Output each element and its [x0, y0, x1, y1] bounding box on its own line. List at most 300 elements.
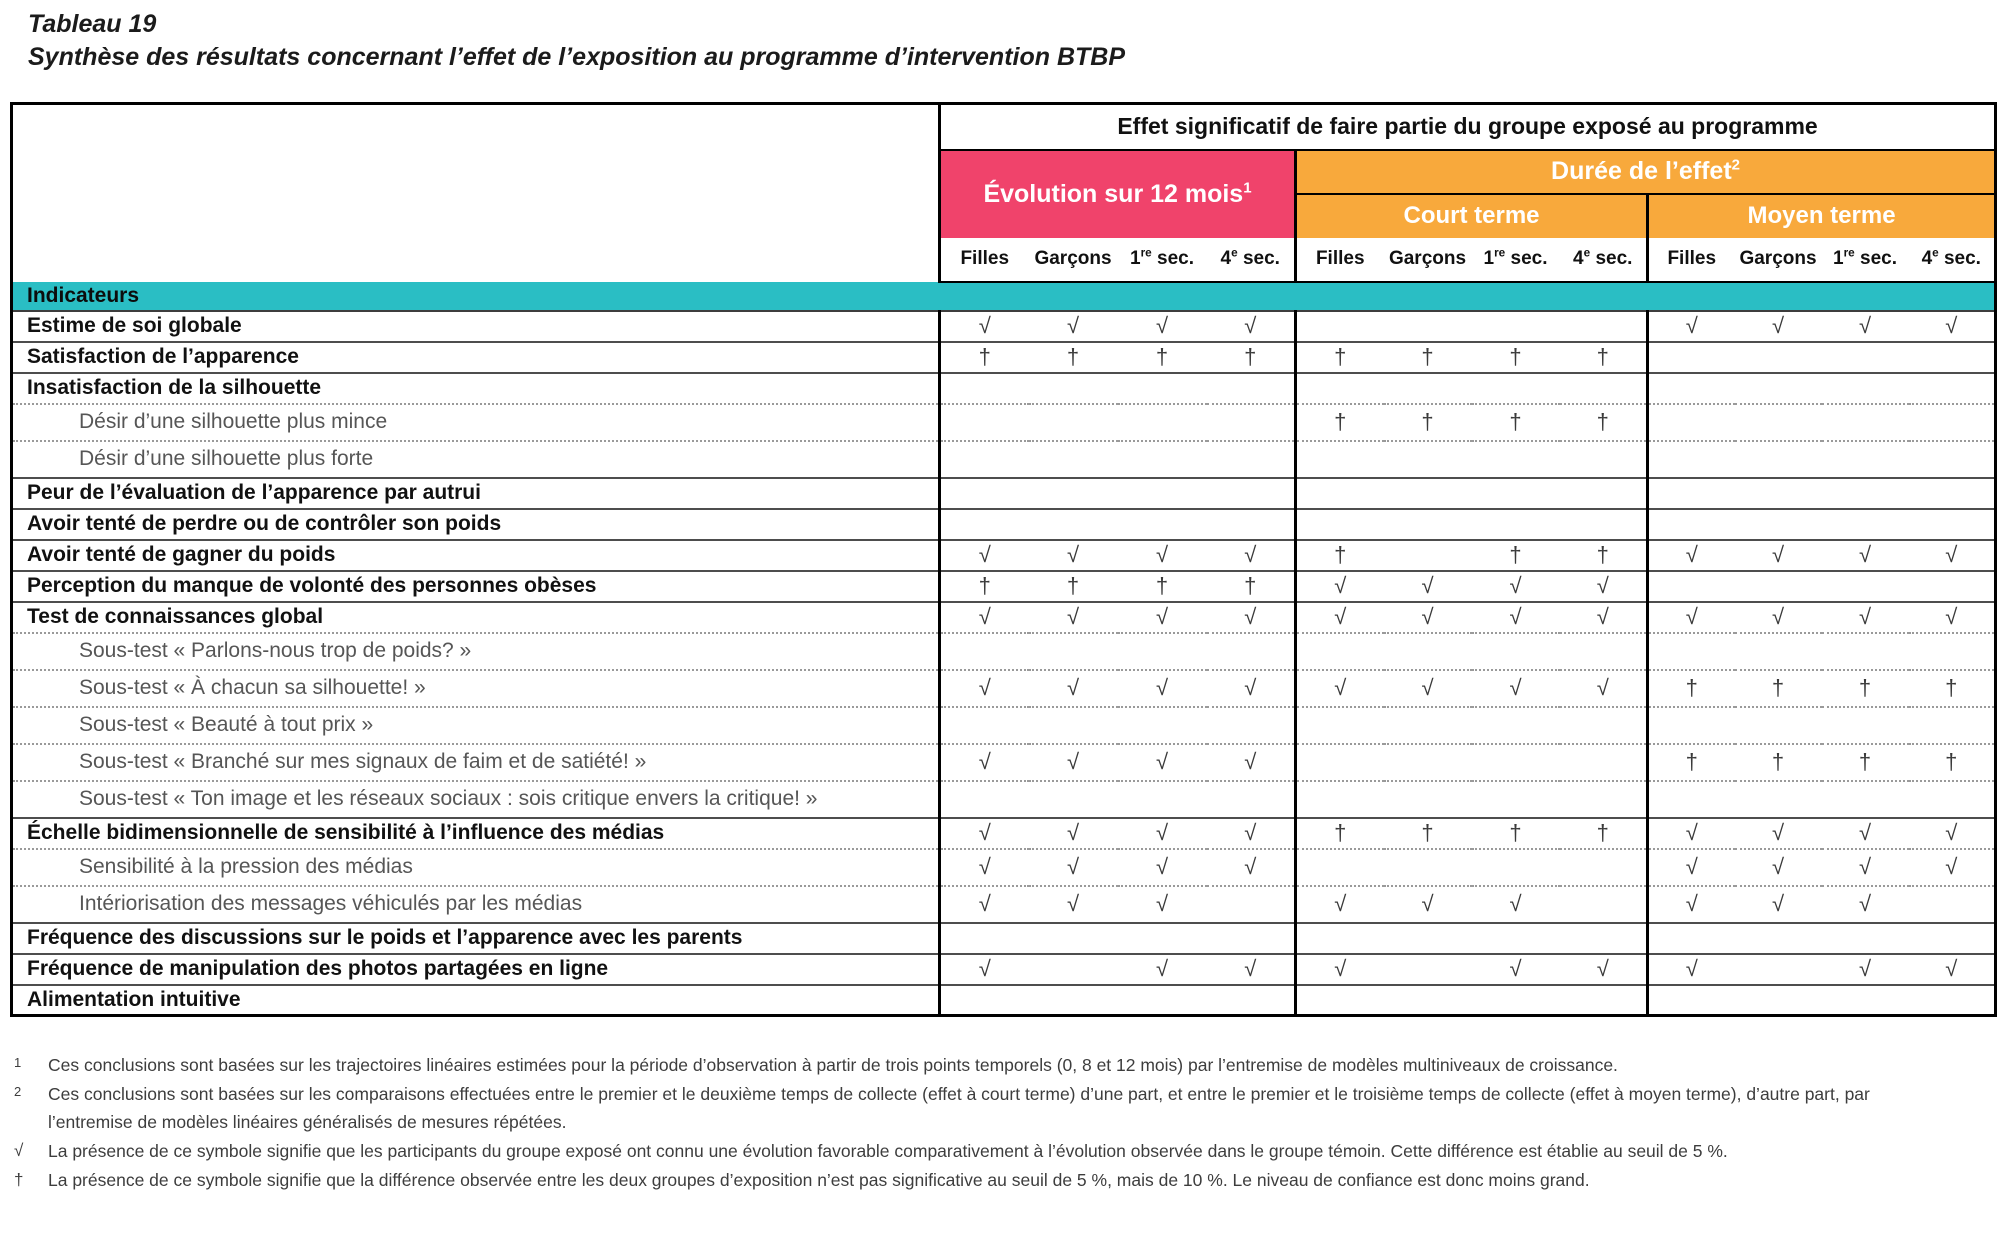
- row-label: Désir d’une silhouette plus forte: [12, 441, 940, 478]
- check-mark-cell: √: [1909, 849, 1996, 886]
- empty-cell: [1822, 985, 1909, 1016]
- empty-cell: [1909, 404, 1996, 441]
- check-mark-cell: √: [1735, 818, 1822, 849]
- row-label: Intériorisation des messages véhiculés par les médias: [12, 886, 940, 923]
- dagger-mark-cell: †: [1560, 404, 1648, 441]
- empty-cell: [1029, 441, 1118, 478]
- empty-cell: [1648, 404, 1735, 441]
- check-mark-cell: √: [1822, 818, 1909, 849]
- dagger-mark-cell: †: [1472, 342, 1560, 373]
- check-mark-cell: √: [1029, 886, 1118, 923]
- empty-cell: [1384, 441, 1472, 478]
- dagger-mark-cell: †: [1735, 670, 1822, 707]
- empty-cell: [940, 404, 1029, 441]
- indicateurs-section-header: Indicateurs: [12, 282, 1996, 311]
- check-mark-cell: √: [1472, 602, 1560, 633]
- row-label: Peur de l’évaluation de l’apparence par autrui: [12, 478, 940, 509]
- dagger-mark-cell: †: [1560, 342, 1648, 373]
- col-header-court-terme-4: 4e sec.: [1560, 238, 1648, 282]
- empty-cell: [1560, 886, 1648, 923]
- empty-cell: [1648, 571, 1735, 602]
- duree-band-label: Durée de l’effet: [1551, 157, 1732, 185]
- row-label: Échelle bidimensionnelle de sensibilité à l’influence des médias: [12, 818, 940, 849]
- row-label: Insatisfaction de la silhouette: [12, 373, 940, 404]
- empty-cell: [1648, 633, 1735, 670]
- check-mark-cell: √: [940, 744, 1029, 781]
- check-mark-cell: √: [1207, 818, 1296, 849]
- row-label: Sous-test « Beauté à tout prix »: [12, 707, 940, 744]
- empty-cell: [1648, 985, 1735, 1016]
- empty-cell: [1472, 923, 1560, 954]
- check-mark-cell: √: [1207, 670, 1296, 707]
- empty-cell: [1648, 923, 1735, 954]
- empty-cell: [1909, 342, 1996, 373]
- table-row: [12, 441, 1996, 478]
- check-mark-cell: √: [1384, 886, 1472, 923]
- row-label: Test de connaissances global: [12, 602, 940, 633]
- check-mark-cell: √: [1648, 311, 1735, 342]
- dagger-mark-cell: †: [1909, 744, 1996, 781]
- check-mark-cell: √: [1296, 670, 1384, 707]
- footnote-marker: 2: [14, 1084, 22, 1099]
- table-row: [12, 633, 1996, 670]
- check-mark-cell: √: [1735, 311, 1822, 342]
- empty-cell: [1384, 478, 1472, 509]
- col-header-court-terme-garons: Garçons: [1384, 238, 1472, 282]
- corner-empty-cell: [12, 104, 940, 282]
- empty-cell: [1909, 633, 1996, 670]
- check-mark-cell: √: [940, 818, 1029, 849]
- empty-cell: [1296, 744, 1384, 781]
- footnote-text: Ces conclusions sont basées sur les trajectoires linéaires estimées pour la période d’observation à partir de trois points temporels (0, 8 et 12 mois) par l’entremise de modèles multiniveaux de croissance.: [48, 1055, 1618, 1075]
- empty-cell: [1296, 478, 1384, 509]
- check-mark-cell: √: [1735, 886, 1822, 923]
- empty-cell: [1296, 373, 1384, 404]
- check-mark-cell: √: [1909, 540, 1996, 571]
- empty-cell: [1822, 707, 1909, 744]
- empty-cell: [1560, 923, 1648, 954]
- check-mark-cell: √: [940, 954, 1029, 985]
- empty-cell: [1735, 571, 1822, 602]
- empty-cell: [1735, 985, 1822, 1016]
- empty-cell: [1472, 478, 1560, 509]
- dagger-mark-cell: †: [1384, 404, 1472, 441]
- check-mark-cell: √: [1029, 311, 1118, 342]
- dagger-mark-cell: †: [1296, 818, 1384, 849]
- col-header-court-terme-filles: Filles: [1296, 238, 1384, 282]
- empty-cell: [1735, 923, 1822, 954]
- empty-cell: [1648, 373, 1735, 404]
- check-mark-cell: √: [1029, 849, 1118, 886]
- column-group-header: Effet significatif de faire partie du groupe exposé au programme: [940, 104, 1996, 150]
- row-label: Sous-test « Parlons-nous trop de poids? »: [12, 633, 940, 670]
- empty-cell: [1118, 509, 1207, 540]
- row-label: Estime de soi globale: [12, 311, 940, 342]
- check-mark-cell: √: [1207, 540, 1296, 571]
- table-row: [12, 602, 1996, 633]
- check-mark-cell: √: [1384, 571, 1472, 602]
- empty-cell: [1207, 509, 1296, 540]
- empty-cell: [1384, 954, 1472, 985]
- empty-cell: [940, 985, 1029, 1016]
- dagger-mark-cell: †: [1296, 342, 1384, 373]
- footnote: [14, 1051, 1894, 1079]
- empty-cell: [940, 707, 1029, 744]
- empty-cell: [940, 509, 1029, 540]
- col-header-evolution-12-mois-4: 4e sec.: [1207, 238, 1296, 282]
- dagger-mark-cell: †: [1118, 571, 1207, 602]
- col-header-moyen-terme-filles: Filles: [1648, 238, 1735, 282]
- dagger-mark-cell: †: [940, 571, 1029, 602]
- check-mark-cell: √: [1118, 849, 1207, 886]
- dagger-mark-cell: †: [1822, 744, 1909, 781]
- table-number: Tableau 19: [28, 10, 157, 38]
- row-label: Satisfaction de l’apparence: [12, 342, 940, 373]
- check-mark-cell: √: [1648, 954, 1735, 985]
- empty-cell: [1118, 633, 1207, 670]
- check-mark-cell: √: [1909, 954, 1996, 985]
- results-table: [10, 102, 1997, 1017]
- empty-cell: [1384, 744, 1472, 781]
- empty-cell: [1296, 707, 1384, 744]
- footnote-text: La présence de ce symbole signifie que les participants du groupe exposé ont connu une évolution favorable comparativement à l’évolution observée dans le groupe témoin. Cette différence est établie au seuil de 5 %.: [48, 1141, 1728, 1161]
- empty-cell: [1648, 781, 1735, 818]
- empty-cell: [1909, 478, 1996, 509]
- empty-cell: [1384, 707, 1472, 744]
- check-mark-cell: √: [1472, 571, 1560, 602]
- check-mark-cell: √: [1648, 849, 1735, 886]
- empty-cell: [1909, 441, 1996, 478]
- check-mark-cell: √: [1560, 954, 1648, 985]
- empty-cell: [1822, 441, 1909, 478]
- empty-cell: [1029, 985, 1118, 1016]
- evolution-band-label: Évolution sur 12 mois: [983, 179, 1244, 208]
- check-mark-cell: √: [1029, 602, 1118, 633]
- empty-cell: [1207, 923, 1296, 954]
- check-mark-cell: √: [940, 670, 1029, 707]
- empty-cell: [1648, 509, 1735, 540]
- check-mark-cell: √: [1735, 849, 1822, 886]
- check-mark-cell: √: [940, 602, 1029, 633]
- empty-cell: [1029, 781, 1118, 818]
- check-mark-cell: √: [1822, 849, 1909, 886]
- check-mark-cell: √: [940, 849, 1029, 886]
- col-header-court-terme-1: 1re sec.: [1472, 238, 1560, 282]
- empty-cell: [1207, 781, 1296, 818]
- footnote-text: La présence de ce symbole signifie que la différence observée entre les deux groupes d’exposition n’est pas significative au seuil de 5 %, mais de 10 %. Le niveau de confiance est donc moins grand.: [48, 1170, 1590, 1190]
- footnote-marker: √: [14, 1141, 24, 1160]
- empty-cell: [1207, 985, 1296, 1016]
- empty-cell: [1296, 849, 1384, 886]
- empty-cell: [1822, 342, 1909, 373]
- table-row: [12, 509, 1996, 540]
- empty-cell: [1735, 509, 1822, 540]
- empty-cell: [1822, 923, 1909, 954]
- check-mark-cell: √: [1118, 818, 1207, 849]
- indicator-rows: [12, 311, 1996, 1016]
- check-mark-cell: √: [1648, 886, 1735, 923]
- row-label: Fréquence de manipulation des photos partagées en ligne: [12, 954, 940, 985]
- check-mark-cell: √: [1384, 602, 1472, 633]
- check-mark-cell: √: [940, 311, 1029, 342]
- empty-cell: [1029, 954, 1118, 985]
- empty-cell: [1472, 707, 1560, 744]
- check-mark-cell: √: [1735, 540, 1822, 571]
- footnote-ref-1: 1: [1243, 179, 1252, 197]
- empty-cell: [1472, 781, 1560, 818]
- dagger-mark-cell: †: [1029, 342, 1118, 373]
- check-mark-cell: √: [1296, 571, 1384, 602]
- dagger-mark-cell: †: [1384, 342, 1472, 373]
- check-mark-cell: √: [1118, 886, 1207, 923]
- dagger-mark-cell: †: [1648, 670, 1735, 707]
- empty-cell: [1472, 441, 1560, 478]
- dagger-mark-cell: †: [940, 342, 1029, 373]
- check-mark-cell: √: [1822, 886, 1909, 923]
- footnote-marker: †: [14, 1170, 24, 1189]
- dagger-mark-cell: †: [1296, 540, 1384, 571]
- empty-cell: [1472, 373, 1560, 404]
- empty-cell: [1472, 633, 1560, 670]
- dagger-mark-cell: †: [1735, 744, 1822, 781]
- check-mark-cell: √: [1735, 602, 1822, 633]
- check-mark-cell: √: [940, 886, 1029, 923]
- empty-cell: [1735, 954, 1822, 985]
- empty-cell: [1909, 781, 1996, 818]
- table-row: [12, 849, 1996, 886]
- row-label: Sensibilité à la pression des médias: [12, 849, 940, 886]
- check-mark-cell: √: [1822, 311, 1909, 342]
- check-mark-cell: √: [1296, 954, 1384, 985]
- empty-cell: [1029, 509, 1118, 540]
- row-label: Avoir tenté de perdre ou de contrôler son poids: [12, 509, 940, 540]
- check-mark-cell: √: [1118, 670, 1207, 707]
- col-header-moyen-terme-garons: Garçons: [1735, 238, 1822, 282]
- check-mark-cell: √: [1296, 886, 1384, 923]
- empty-cell: [1735, 441, 1822, 478]
- empty-cell: [1472, 744, 1560, 781]
- check-mark-cell: √: [1118, 954, 1207, 985]
- empty-cell: [1118, 781, 1207, 818]
- check-mark-cell: √: [1029, 744, 1118, 781]
- check-mark-cell: √: [1296, 602, 1384, 633]
- dagger-mark-cell: †: [1029, 571, 1118, 602]
- table-row: [12, 707, 1996, 744]
- dagger-mark-cell: †: [1118, 342, 1207, 373]
- check-mark-cell: √: [1472, 886, 1560, 923]
- empty-cell: [1029, 478, 1118, 509]
- footnote: [14, 1137, 1894, 1165]
- empty-cell: [1909, 373, 1996, 404]
- empty-cell: [1822, 404, 1909, 441]
- check-mark-cell: √: [1472, 670, 1560, 707]
- empty-cell: [1296, 633, 1384, 670]
- empty-cell: [1909, 923, 1996, 954]
- row-label: Alimentation intuitive: [12, 985, 940, 1016]
- empty-cell: [1648, 441, 1735, 478]
- check-mark-cell: √: [1909, 602, 1996, 633]
- empty-cell: [1384, 923, 1472, 954]
- check-mark-cell: √: [1822, 602, 1909, 633]
- empty-cell: [1560, 985, 1648, 1016]
- check-mark-cell: √: [1207, 744, 1296, 781]
- empty-cell: [1118, 404, 1207, 441]
- table-row: [12, 954, 1996, 985]
- dagger-mark-cell: †: [1207, 571, 1296, 602]
- empty-cell: [1560, 478, 1648, 509]
- dagger-mark-cell: †: [1822, 670, 1909, 707]
- empty-cell: [1909, 886, 1996, 923]
- table-row: [12, 373, 1996, 404]
- empty-cell: [1384, 509, 1472, 540]
- table-row: [12, 985, 1996, 1016]
- col-header-evolution-12-mois-1: 1re sec.: [1118, 238, 1207, 282]
- empty-cell: [1296, 781, 1384, 818]
- empty-cell: [1648, 707, 1735, 744]
- empty-cell: [1384, 985, 1472, 1016]
- empty-cell: [1560, 311, 1648, 342]
- check-mark-cell: √: [1909, 311, 1996, 342]
- check-mark-cell: √: [1822, 540, 1909, 571]
- empty-cell: [1472, 311, 1560, 342]
- empty-cell: [1822, 633, 1909, 670]
- empty-cell: [1207, 478, 1296, 509]
- empty-cell: [940, 781, 1029, 818]
- check-mark-cell: √: [1029, 540, 1118, 571]
- check-mark-cell: √: [1207, 602, 1296, 633]
- empty-cell: [1735, 781, 1822, 818]
- check-mark-cell: √: [1648, 602, 1735, 633]
- empty-cell: [1648, 342, 1735, 373]
- empty-cell: [1296, 985, 1384, 1016]
- empty-cell: [1296, 509, 1384, 540]
- check-mark-cell: √: [1648, 818, 1735, 849]
- table-row: [12, 744, 1996, 781]
- empty-cell: [1822, 509, 1909, 540]
- empty-cell: [1296, 311, 1384, 342]
- empty-cell: [1822, 571, 1909, 602]
- check-mark-cell: √: [1207, 954, 1296, 985]
- check-mark-cell: √: [1207, 311, 1296, 342]
- empty-cell: [1118, 478, 1207, 509]
- empty-cell: [1560, 707, 1648, 744]
- empty-cell: [1296, 923, 1384, 954]
- check-mark-cell: √: [1909, 818, 1996, 849]
- col-header-moyen-terme-4: 4e sec.: [1909, 238, 1996, 282]
- duree-band-header: [1296, 150, 1996, 194]
- empty-cell: [1472, 509, 1560, 540]
- col-header-moyen-terme-1: 1re sec.: [1822, 238, 1909, 282]
- empty-cell: [1384, 781, 1472, 818]
- footnote: [14, 1166, 1894, 1194]
- empty-cell: [1909, 571, 1996, 602]
- dagger-mark-cell: †: [1472, 818, 1560, 849]
- empty-cell: [1735, 707, 1822, 744]
- empty-cell: [1118, 707, 1207, 744]
- table-row: [12, 478, 1996, 509]
- empty-cell: [1560, 633, 1648, 670]
- check-mark-cell: √: [1560, 602, 1648, 633]
- table-caption: Synthèse des résultats concernant l’effet de l’exposition au programme d’intervention BTBP: [28, 43, 1126, 71]
- table-row: [12, 311, 1996, 342]
- empty-cell: [1909, 509, 1996, 540]
- empty-cell: [1735, 373, 1822, 404]
- check-mark-cell: √: [1560, 670, 1648, 707]
- row-label: Sous-test « À chacun sa silhouette! »: [12, 670, 940, 707]
- dagger-mark-cell: †: [1909, 670, 1996, 707]
- empty-cell: [1029, 373, 1118, 404]
- empty-cell: [940, 373, 1029, 404]
- col-header-evolution-12-mois-garons: Garçons: [1029, 238, 1118, 282]
- footnote: [14, 1080, 1894, 1136]
- empty-cell: [1822, 373, 1909, 404]
- empty-cell: [1472, 985, 1560, 1016]
- row-label: Avoir tenté de gagner du poids: [12, 540, 940, 571]
- empty-cell: [1822, 478, 1909, 509]
- table-row: [12, 571, 1996, 602]
- table-row: [12, 923, 1996, 954]
- empty-cell: [1384, 633, 1472, 670]
- dagger-mark-cell: †: [1560, 540, 1648, 571]
- check-mark-cell: √: [1118, 744, 1207, 781]
- empty-cell: [1735, 404, 1822, 441]
- empty-cell: [1384, 540, 1472, 571]
- empty-cell: [1207, 707, 1296, 744]
- row-label: Désir d’une silhouette plus mince: [12, 404, 940, 441]
- check-mark-cell: √: [1822, 954, 1909, 985]
- check-mark-cell: √: [1648, 540, 1735, 571]
- empty-cell: [1560, 744, 1648, 781]
- row-label: Sous-test « Ton image et les réseaux sociaux : sois critique envers la critique! »: [12, 781, 940, 818]
- empty-cell: [1560, 781, 1648, 818]
- empty-cell: [1029, 633, 1118, 670]
- empty-cell: [1207, 373, 1296, 404]
- empty-cell: [1207, 404, 1296, 441]
- empty-cell: [1384, 373, 1472, 404]
- empty-cell: [1118, 985, 1207, 1016]
- dagger-mark-cell: †: [1648, 744, 1735, 781]
- empty-cell: [1909, 707, 1996, 744]
- table-row: [12, 781, 1996, 818]
- check-mark-cell: √: [1560, 571, 1648, 602]
- empty-cell: [1029, 707, 1118, 744]
- empty-cell: [1384, 311, 1472, 342]
- empty-cell: [1735, 633, 1822, 670]
- check-mark-cell: √: [1029, 670, 1118, 707]
- table-row: [12, 342, 1996, 373]
- empty-cell: [1029, 404, 1118, 441]
- empty-cell: [1207, 441, 1296, 478]
- empty-cell: [1296, 441, 1384, 478]
- empty-cell: [1472, 849, 1560, 886]
- empty-cell: [940, 923, 1029, 954]
- dagger-mark-cell: †: [1472, 404, 1560, 441]
- dagger-mark-cell: †: [1472, 540, 1560, 571]
- empty-cell: [1909, 985, 1996, 1016]
- empty-cell: [940, 441, 1029, 478]
- row-label: Fréquence des discussions sur le poids et l’apparence avec les parents: [12, 923, 940, 954]
- check-mark-cell: √: [1118, 602, 1207, 633]
- check-mark-cell: √: [1118, 311, 1207, 342]
- empty-cell: [1118, 373, 1207, 404]
- empty-cell: [1560, 849, 1648, 886]
- dagger-mark-cell: †: [1296, 404, 1384, 441]
- table-row: [12, 540, 1996, 571]
- empty-cell: [1384, 849, 1472, 886]
- dagger-mark-cell: †: [1560, 818, 1648, 849]
- col-header-evolution-12-mois-filles: Filles: [940, 238, 1029, 282]
- empty-cell: [1560, 509, 1648, 540]
